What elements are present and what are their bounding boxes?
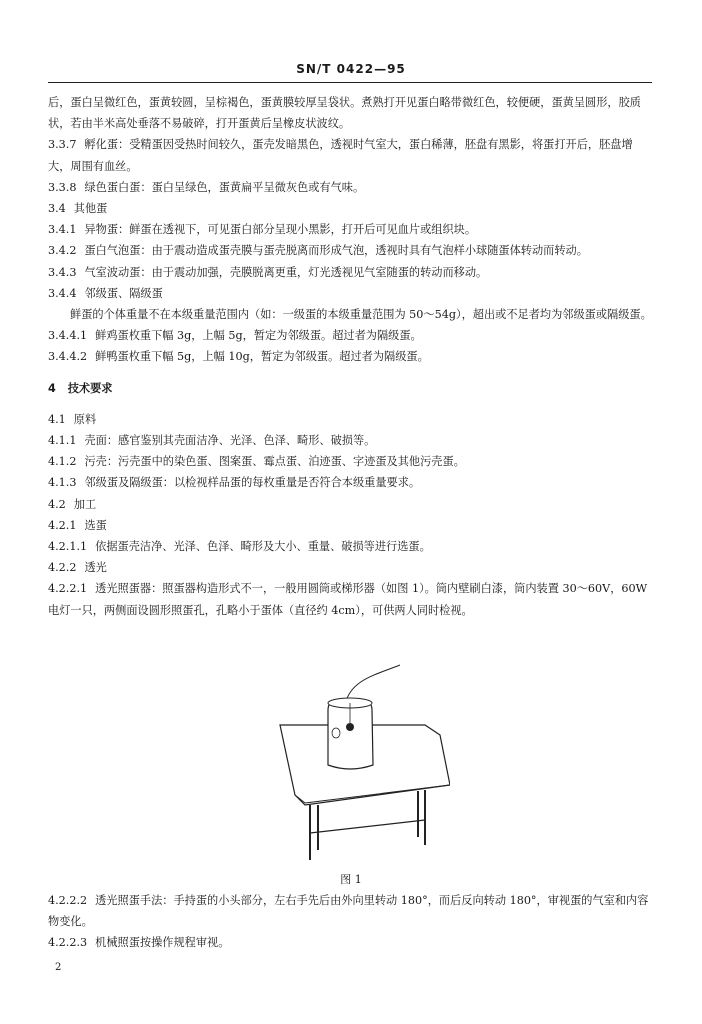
paragraphs-4-2-2 — [48, 890, 652, 954]
paragraph — [48, 177, 652, 198]
table-crossbar — [310, 820, 425, 833]
clause-text: 依据蛋壳洁净、光泽、色泽、畸形及大小、重量、破损等进行选蛋。 — [95, 540, 431, 554]
clause-text: 其他蛋 — [73, 202, 108, 216]
clause-number: 3.4.4.2 — [48, 350, 88, 364]
clause-text: 绿色蛋白蛋：蛋白呈绿色，蛋黄扁平呈微灰色或有气味。 — [84, 180, 365, 194]
clause-text: 鲜鸡蛋枚重下幅 3g，上幅 5g，暂定为邻级蛋。超过者为隔级蛋。 — [95, 329, 422, 343]
section-4-title: 技术要求 — [67, 381, 113, 395]
clause-number: 4.1 — [48, 412, 66, 426]
figure-1-egg-candling-table — [250, 655, 450, 865]
clause-number: 4.2.1 — [48, 518, 77, 532]
paragraph — [48, 494, 652, 515]
clause-number: 3.4.4 — [48, 286, 77, 300]
clause-text: 污壳：污壳蛋中的染色蛋、图案蛋、霉点蛋、泊迹蛋、字迹蛋及其他污壳蛋。 — [84, 455, 465, 469]
clause-text: 邻级蛋及隔级蛋：以检视样品蛋的每枚重量是否符合本级重量要求。 — [84, 476, 421, 490]
clause-text: 邻级蛋、隔级蛋 — [84, 286, 163, 300]
clause-text: 透光照蛋器：照蛋器构造形式不一，一般用圆筒或梯形器（如图 1）。筒内壁刷白漆，筒内装置 30～60V，60W 电灯一只，两侧面设圆形照蛋孔，孔略小于蛋体（直径约 4cm），可供两人同时检视。 — [48, 582, 648, 617]
clause-text: 透光 — [84, 561, 107, 575]
bulb — [346, 723, 354, 731]
clause-text: 鲜蛋的个体重量不在本级重量范围内（如：一级蛋的本级重量范围为 50～54g），超出或不足者均为邻级蛋或隔级蛋。 — [70, 308, 652, 322]
paragraph — [48, 198, 652, 219]
paragraph — [48, 219, 652, 240]
paragraph — [48, 932, 652, 953]
paragraph — [48, 430, 652, 451]
paragraph — [48, 578, 652, 620]
clause-text: 鲜鸭蛋枚重下幅 5g，上幅 10g，暂定为邻级蛋。超过者为隔级蛋。 — [95, 350, 429, 364]
clause-number: 3.4 — [48, 202, 66, 216]
paragraphs-section-4 — [48, 409, 652, 621]
paragraph — [48, 262, 652, 283]
clause-number: 3.4.2 — [48, 244, 77, 258]
clause-number: 3.4.4.1 — [48, 329, 88, 343]
header-rule — [48, 82, 652, 83]
clause-number: 4.2.2.1 — [48, 582, 88, 596]
paragraph — [48, 283, 652, 304]
clause-text: 蛋白气泡蛋：由于震动造成蛋壳膜与蛋壳脱离而形成气泡，透视时具有气泡样小球随蛋体转动而转动。 — [84, 244, 588, 258]
clause-text: 异物蛋：鲜蛋在透视下，可见蛋白部分呈现小黑影，打开后可见血片或组织块。 — [84, 223, 477, 237]
paragraph — [48, 304, 652, 325]
spacer — [48, 399, 652, 409]
paragraph — [48, 240, 652, 261]
clause-number: 3.3.8 — [48, 180, 77, 194]
clause-text: 选蛋 — [84, 518, 107, 532]
clause-number: 3.3.7 — [48, 138, 77, 152]
paragraph — [48, 557, 652, 578]
paragraph — [48, 409, 652, 430]
clause-number: 4.2.2.3 — [48, 936, 88, 950]
clause-number: 4.2.2 — [48, 561, 77, 575]
paragraph — [48, 134, 652, 176]
clause-text: 透光照蛋手法：手持蛋的小头部分，左右手先后由外向里转动 180°，而后反向转动 180°，审视蛋的气室和内容物变化。 — [48, 894, 649, 929]
clause-text: 气室波动蛋：由于震动加强，壳膜脱离更重，灯光透视见气室随蛋的转动而移动。 — [84, 265, 488, 279]
body-text-upper — [48, 92, 652, 621]
clause-text: 孵化蛋：受精蛋因受热时间较久，蛋壳发暗黑色，透视时气室大，蛋白稀薄，胚盘有黑影，将蛋打开后，胚盘增大，周围有血丝。 — [48, 138, 633, 173]
candling-cylinder — [328, 700, 373, 769]
paragraph — [48, 536, 652, 557]
clause-number: 4.2.2.2 — [48, 894, 88, 907]
section-4-heading — [48, 378, 652, 399]
clause-number: 3.4.3 — [48, 265, 77, 279]
spacer — [48, 368, 652, 378]
paragraph — [48, 451, 652, 472]
body-text-lower — [48, 890, 652, 954]
paragraph — [48, 472, 652, 493]
figure-caption: 图 1 — [340, 873, 362, 886]
clause-number: 4.2.1.1 — [48, 540, 88, 554]
paragraph — [48, 515, 652, 536]
paragraphs-section-3 — [48, 92, 652, 368]
clause-text: 机械照蛋按操作规程审视。 — [95, 936, 230, 950]
clause-number: 4.1.2 — [48, 455, 77, 469]
clause-text: 后，蛋白呈微红色，蛋黄较圆，呈棕褐色，蛋黄膜较厚呈袋状。煮熟打开见蛋白略带微红色，较便硬，蛋黄呈圆形，胶质状，若由半米高处垂落不易破碎，打开蛋黄后呈橡皮状波纹。 — [48, 96, 641, 131]
paragraph — [48, 890, 652, 932]
document-header: SN/T 0422—95 — [296, 62, 406, 76]
clause-number: 4.1.1 — [48, 434, 77, 448]
clause-number: 3.4.1 — [48, 223, 77, 237]
paragraph — [48, 325, 652, 346]
paragraph — [48, 346, 652, 367]
clause-number: 4.1.3 — [48, 476, 77, 490]
clause-text: 原料 — [73, 412, 97, 426]
clause-text: 加工 — [73, 497, 97, 511]
page-number: 2 — [55, 962, 62, 973]
paragraph — [48, 92, 652, 134]
clause-text: 壳面：感官鉴别其壳面洁净、光泽、色泽、畸形、破损等。 — [84, 434, 376, 448]
clause-number: 4.2 — [48, 497, 66, 511]
section-4-number: 4 — [48, 381, 56, 395]
